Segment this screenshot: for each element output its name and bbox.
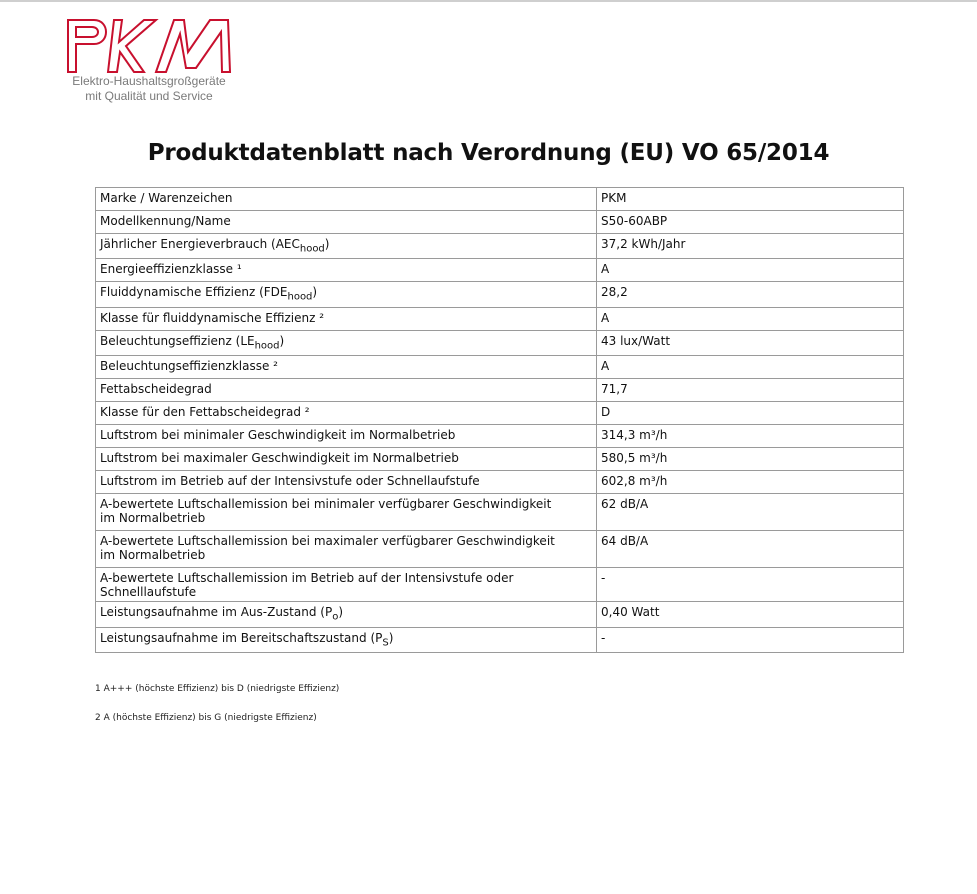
row-label-text: Klasse für fluiddynamische Effizienz ² — [100, 310, 325, 325]
row-value: - — [597, 568, 904, 602]
table-row — [96, 602, 904, 627]
table-row — [96, 471, 904, 494]
row-label-text: Leistungsaufnahme im Aus-Zustand (P — [100, 605, 333, 620]
row-label-text: Fettabscheidegrad — [100, 382, 212, 397]
pkm-logo-mark — [64, 14, 234, 76]
row-label — [96, 448, 597, 471]
row-label-subscript: S — [382, 636, 389, 648]
row-label — [96, 188, 597, 211]
row-label-end: ) — [312, 285, 318, 300]
row-value: 580,5 m³/h — [597, 448, 904, 471]
row-label — [96, 282, 597, 307]
row-value: 37,2 kWh/Jahr — [597, 234, 904, 259]
row-value: S50-60ABP — [597, 211, 904, 234]
row-label-text: Energieeffizienzklasse ¹ — [100, 262, 242, 277]
row-label — [96, 568, 597, 602]
table-row — [96, 568, 904, 602]
row-label-text: Luftstrom bei maximaler Geschwindigkeit im Normalbetrieb — [100, 451, 459, 466]
row-value: 28,2 — [597, 282, 904, 307]
table-row — [96, 494, 904, 531]
row-label-text: Luftstrom im Betrieb auf der Intensivstufe oder Schnellaufstufe — [100, 474, 480, 489]
row-value: 0,40 Watt — [597, 602, 904, 627]
product-data-table — [95, 187, 904, 653]
row-label-text: A-bewertete Luftschallemission im Betrieb auf der Intensivstufe oder Schnelllaufstufe — [100, 571, 514, 600]
table-body — [96, 188, 904, 653]
row-label — [96, 531, 597, 568]
footnote-1: 1 A+++ (höchste Effizienz) bis D (niedrigste Effizienz) — [95, 684, 340, 694]
table-row — [96, 531, 904, 568]
row-value: 64 dB/A — [597, 531, 904, 568]
table-row — [96, 307, 904, 330]
row-value: A — [597, 259, 904, 282]
table-row — [96, 627, 904, 652]
table-row — [96, 188, 904, 211]
table-row — [96, 211, 904, 234]
row-value: 314,3 m³/h — [597, 425, 904, 448]
row-label — [96, 234, 597, 259]
row-label-text: A-bewertete Luftschallemission bei maximaler verfügbarer Geschwindigkeit — [100, 534, 555, 549]
table-row — [96, 448, 904, 471]
row-label-subscript: hood — [254, 340, 280, 352]
table-row — [96, 356, 904, 379]
row-label-subscript: o — [332, 611, 339, 623]
footnote-2: 2 A (höchste Effizienz) bis G (niedrigste Effizienz) — [95, 713, 317, 723]
row-label-text: A-bewertete Luftschallemission bei minimaler verfügbarer Geschwindigkeit — [100, 497, 552, 512]
row-value: D — [597, 402, 904, 425]
row-label-text: Jährlicher Energieverbrauch (AEC — [100, 237, 300, 251]
row-label-text: Klasse für den Fettabscheidegrad ² — [100, 405, 310, 420]
row-label-text: Beleuchtungseffizienzklasse ² — [100, 359, 278, 374]
row-value: 602,8 m³/h — [597, 471, 904, 494]
row-label-end: ) — [388, 630, 394, 645]
row-value: 62 dB/A — [597, 494, 904, 531]
row-label — [96, 211, 597, 234]
row-label — [96, 330, 597, 355]
row-label — [96, 425, 597, 448]
table-row — [96, 234, 904, 259]
row-label-text: Beleuchtungseffizienz (LE — [100, 333, 255, 348]
row-label-line2: im Normalbetrieb — [100, 548, 206, 563]
row-label-text: Fluiddynamische Effizienz (FDE — [100, 285, 288, 300]
row-label-end: ) — [279, 333, 285, 348]
row-label-text: Luftstrom bei minimaler Geschwindigkeit im Normalbetrieb — [100, 428, 456, 443]
row-label-text: Leistungsaufnahme im Bereitschaftszustand (P — [100, 630, 383, 645]
top-divider — [0, 0, 977, 2]
row-label-line2: im Normalbetrieb — [100, 511, 206, 526]
row-label-subscript: hood — [299, 243, 325, 255]
logo-tagline-line2: mit Qualität und Service — [85, 89, 213, 103]
row-label-text: Modellkennung/Name — [100, 214, 231, 228]
footnotes — [95, 684, 339, 742]
row-label — [96, 356, 597, 379]
table-row — [96, 282, 904, 307]
logo-tagline — [64, 74, 234, 104]
row-label — [96, 379, 597, 402]
row-value: - — [597, 627, 904, 652]
row-value: A — [597, 356, 904, 379]
row-value: 43 lux/Watt — [597, 330, 904, 355]
table-row — [96, 425, 904, 448]
row-value: A — [597, 307, 904, 330]
row-label — [96, 494, 597, 531]
row-label — [96, 602, 597, 627]
row-label-text: Marke / Warenzeichen — [100, 191, 233, 205]
table-row — [96, 379, 904, 402]
row-value: PKM — [597, 188, 904, 211]
row-label-end: ) — [324, 237, 330, 251]
row-label-end: ) — [338, 605, 344, 620]
table-row — [96, 402, 904, 425]
row-value: 71,7 — [597, 379, 904, 402]
table-row — [96, 330, 904, 355]
page-title: Produktdatenblatt nach Verordnung (EU) VO 65/2014 — [147, 140, 830, 166]
table-row — [96, 259, 904, 282]
row-label — [96, 259, 597, 282]
logo-tagline-line1: Elektro-Haushaltsgroßgeräte — [72, 74, 226, 88]
row-label-subscript: hood — [287, 291, 313, 303]
row-label — [96, 627, 597, 652]
row-label — [96, 471, 597, 494]
row-label — [96, 402, 597, 425]
row-label — [96, 307, 597, 330]
